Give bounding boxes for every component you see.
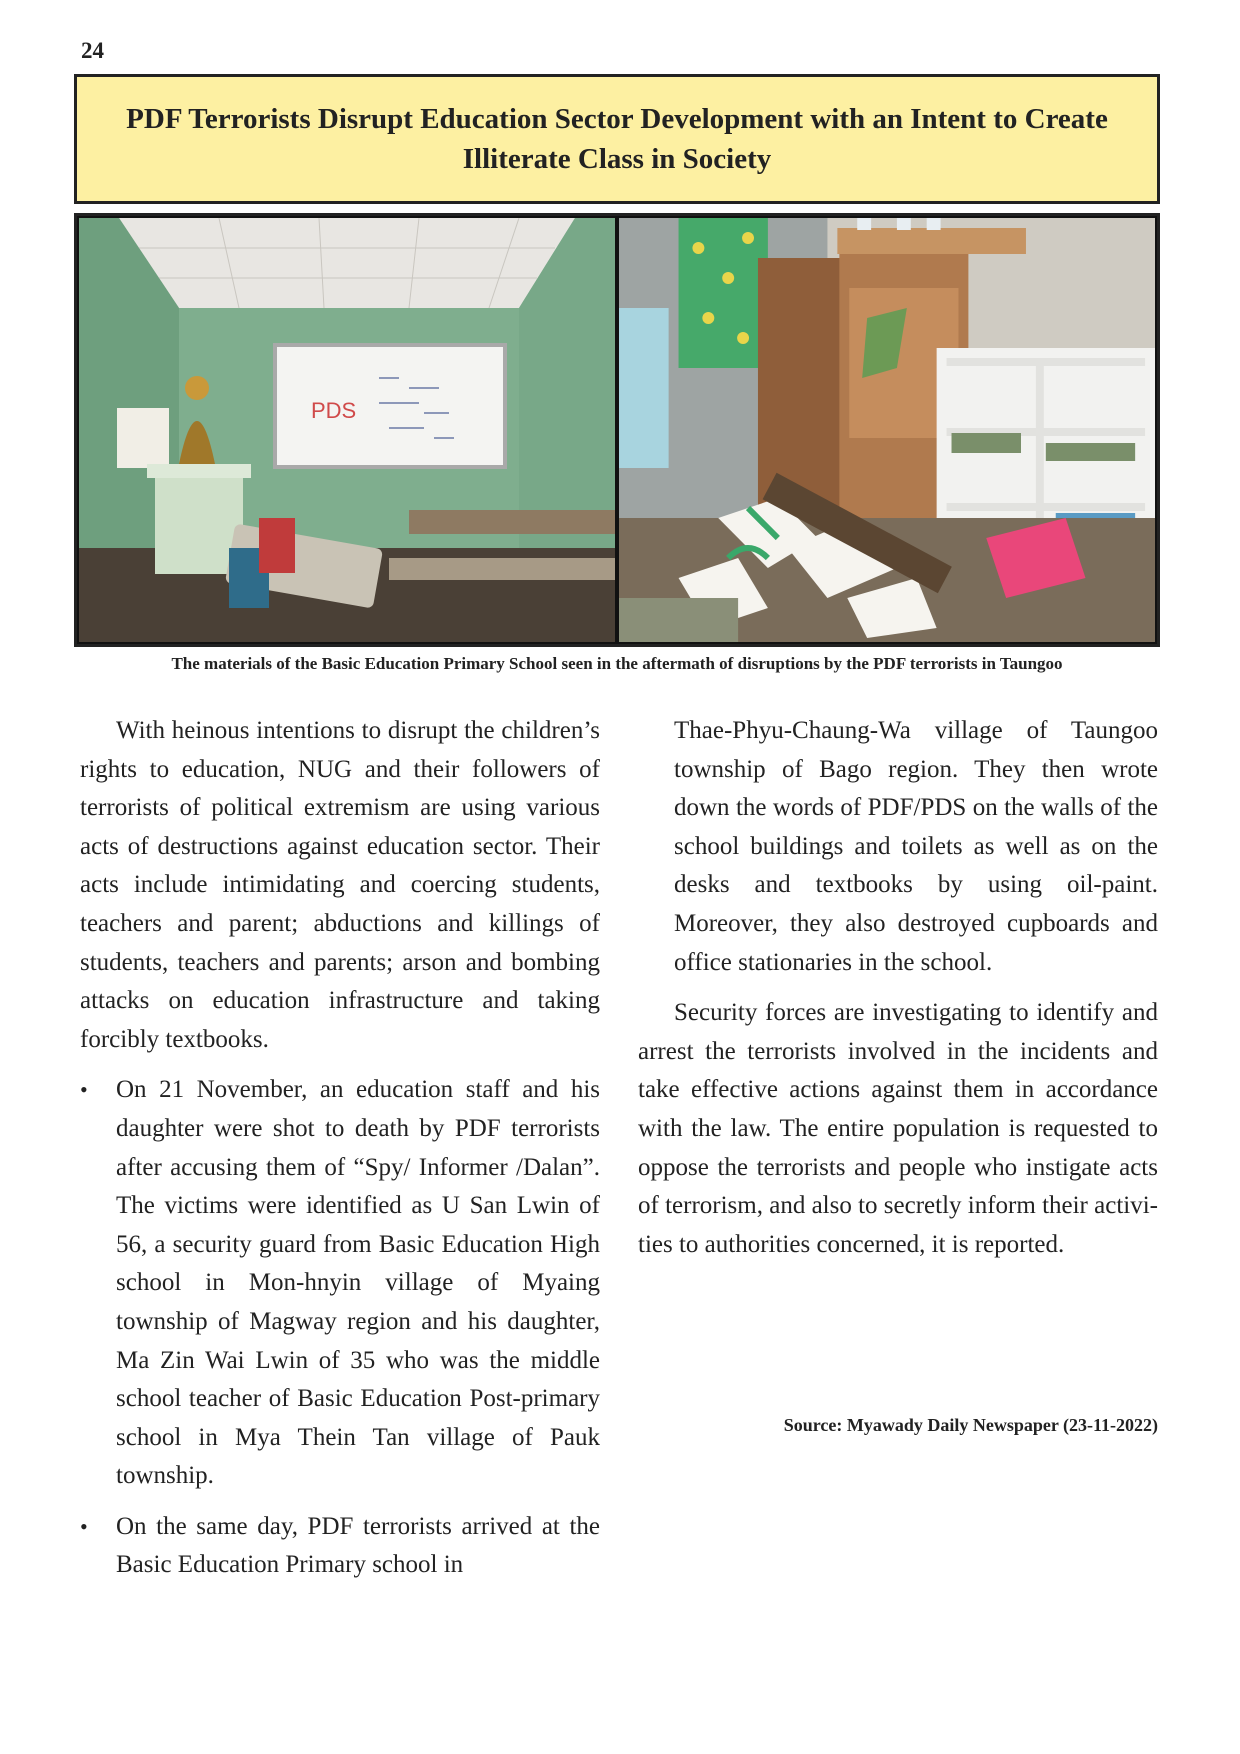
list-item: • On the same day, PDF terrorists arrived at the Basic Education Primary school in xyxy=(80,1508,600,1585)
right-column xyxy=(638,712,1158,1276)
continuation-paragraph: Thae-Phyu-Chaung-Wa village of Taungoo township of Bago region. They then wrote down the words of PDF/PDS on the walls of the school buildings and toilets as well as on the desks and textbooks by using oil-paint. Moreover, they also destroyed cupboards and office stationaries in the school. xyxy=(674,717,1158,976)
photo-caption: The materials of the Basic Education Primary School seen in the aftermath of disruptions by the PDF terrorists in Taungoo xyxy=(171,654,1063,673)
list-item: • On 21 November, an education staff and his daughter were shot to death by PDF terrorists after accusing them of “Spy/ Informer /Dalan”. The victims were identified as U San Lwin of 56, a security guard from Basic Education High school in Mon-hnyin village of Myaing township of Magway region and his daughter, Ma Zin Wai Lwin of 35 who was the middle school teacher of Basic Education Post-primary school in Mya Thein Tan village of Pauk township. xyxy=(80,1071,600,1496)
whiteboard-text: PDS xyxy=(311,398,357,423)
incident-list xyxy=(80,1071,600,1585)
storeroom-photo xyxy=(619,218,1155,642)
intro-paragraph: With heinous intentions to disrupt the children’s rights to education, NUG and their followers of terrorists of political extremism are using various acts of destructions against education sector. Their acts include intimidating and coercing students, teachers and parent; abductions and killings of students, teachers and parents; arson and bombing attacks on education infrastructure and taking forcibly textbooks. xyxy=(80,717,600,1053)
left-column xyxy=(80,712,600,1597)
page-number: 24 xyxy=(81,38,104,63)
article-title: PDF Terrorists Disrupt Education Sector Development with an Intent to Create Illiterate Class in Society xyxy=(126,103,1108,175)
storeroom-illustration xyxy=(619,218,1155,642)
photo-frame xyxy=(74,213,1160,647)
closing-paragraph: Security forces are investigating to identify and arrest the terrorists involved in the incidents and take effective actions against them in accordance with the law. The entire population is requested to oppose the terrorists and people who instigate acts of terrorism, and also to secretly inform their activities to authorities concerned, it is reported. xyxy=(638,999,1158,1258)
article-title-box xyxy=(74,74,1160,204)
source-citation: Source: Myawady Daily Newspaper (23-11-2022) xyxy=(783,1415,1158,1435)
classroom-illustration xyxy=(79,218,615,642)
classroom-photo xyxy=(79,218,615,642)
